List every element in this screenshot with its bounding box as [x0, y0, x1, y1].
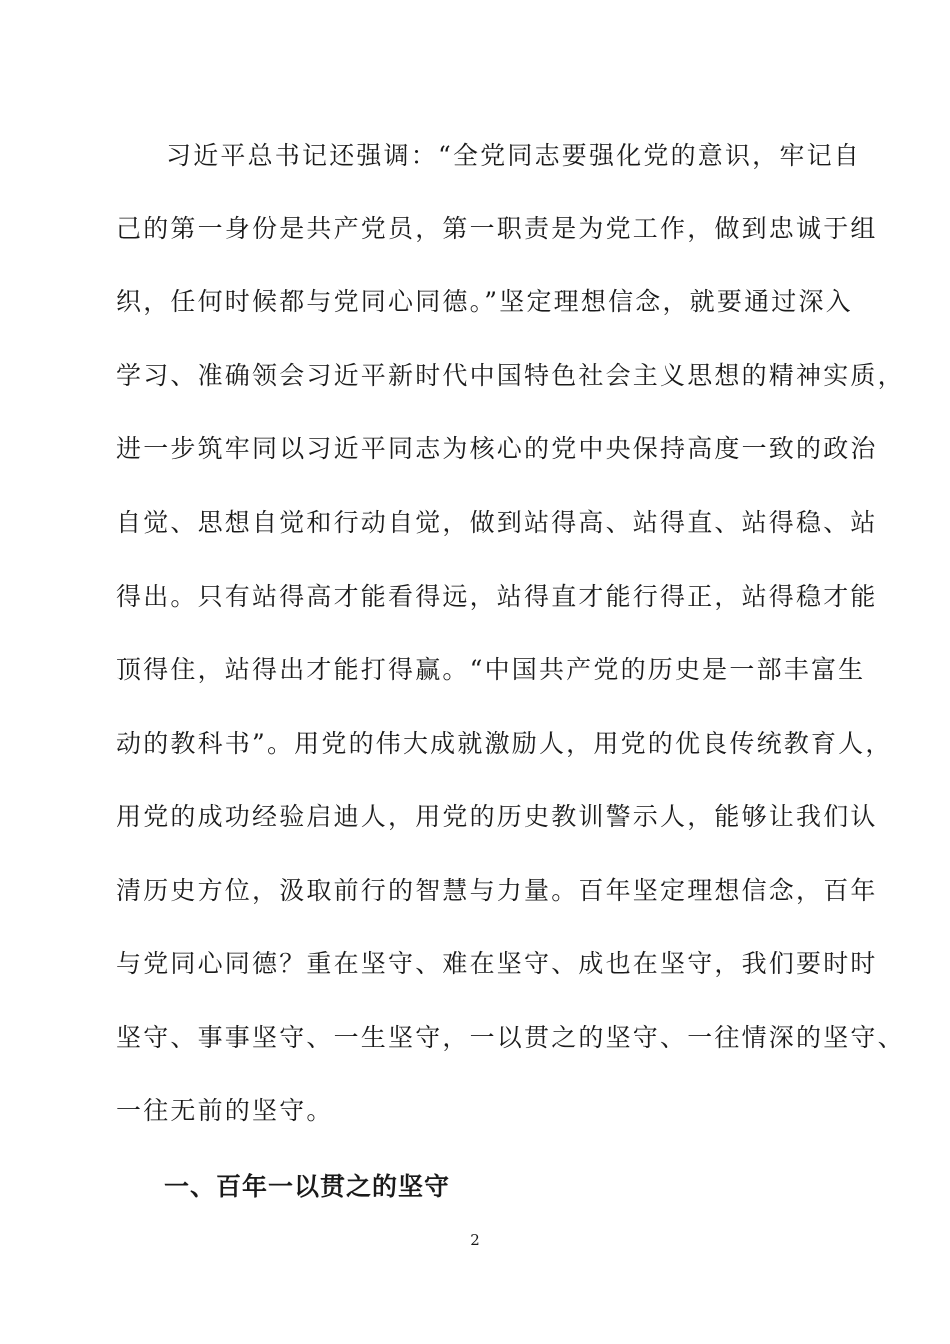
paragraph-line: 用党的成功经验启迪人，用党的历史教训警示人，能够让我们认: [116, 802, 878, 831]
paragraph-line: 织，任何时候都与党同心同德。”坚定理想信念，就要通过深入: [116, 287, 853, 316]
paragraph-line: 得出。只有站得高才能看得远，站得直才能行得正，站得稳才能: [116, 582, 878, 611]
paragraph-line: 自觉、思想自觉和行动自觉，做到站得高、站得直、站得稳、站: [116, 508, 878, 537]
paragraph-line: 动的教科书”。用党的伟大成就激励人，用党的优良传统教育人，: [116, 729, 893, 758]
paragraph-line: 习近平总书记还强调：“全党同志要强化党的意识，牢记自: [166, 141, 861, 170]
paragraph-line: 进一步筑牢同以习近平同志为核心的党中央保持高度一致的政治: [116, 434, 878, 463]
paragraph-line: 学习、准确领会习近平新时代中国特色社会主义思想的精神实质，: [116, 361, 905, 390]
paragraph-line: 清历史方位，汲取前行的智慧与力量。百年坚定理想信念，百年: [116, 876, 878, 905]
paragraph-line: 坚守、事事坚守、一生坚守，一以贯之的坚守、一往情深的坚守、: [116, 1023, 905, 1052]
paragraph-line: 与党同心同德？重在坚守、难在坚守、成也在坚守，我们要时时: [116, 949, 878, 978]
paragraph-line: 顶得住，站得出才能打得赢。“中国共产党的历史是一部丰富生: [116, 655, 866, 684]
paragraph-line: 己的第一身份是共产党员，第一职责是为党工作，做到忠诚于组: [116, 214, 878, 243]
section-heading: 一、百年一以贯之的坚守: [164, 1172, 451, 1201]
page-number: 2: [470, 1231, 480, 1249]
paragraph-line: 一往无前的坚守。: [116, 1096, 334, 1125]
